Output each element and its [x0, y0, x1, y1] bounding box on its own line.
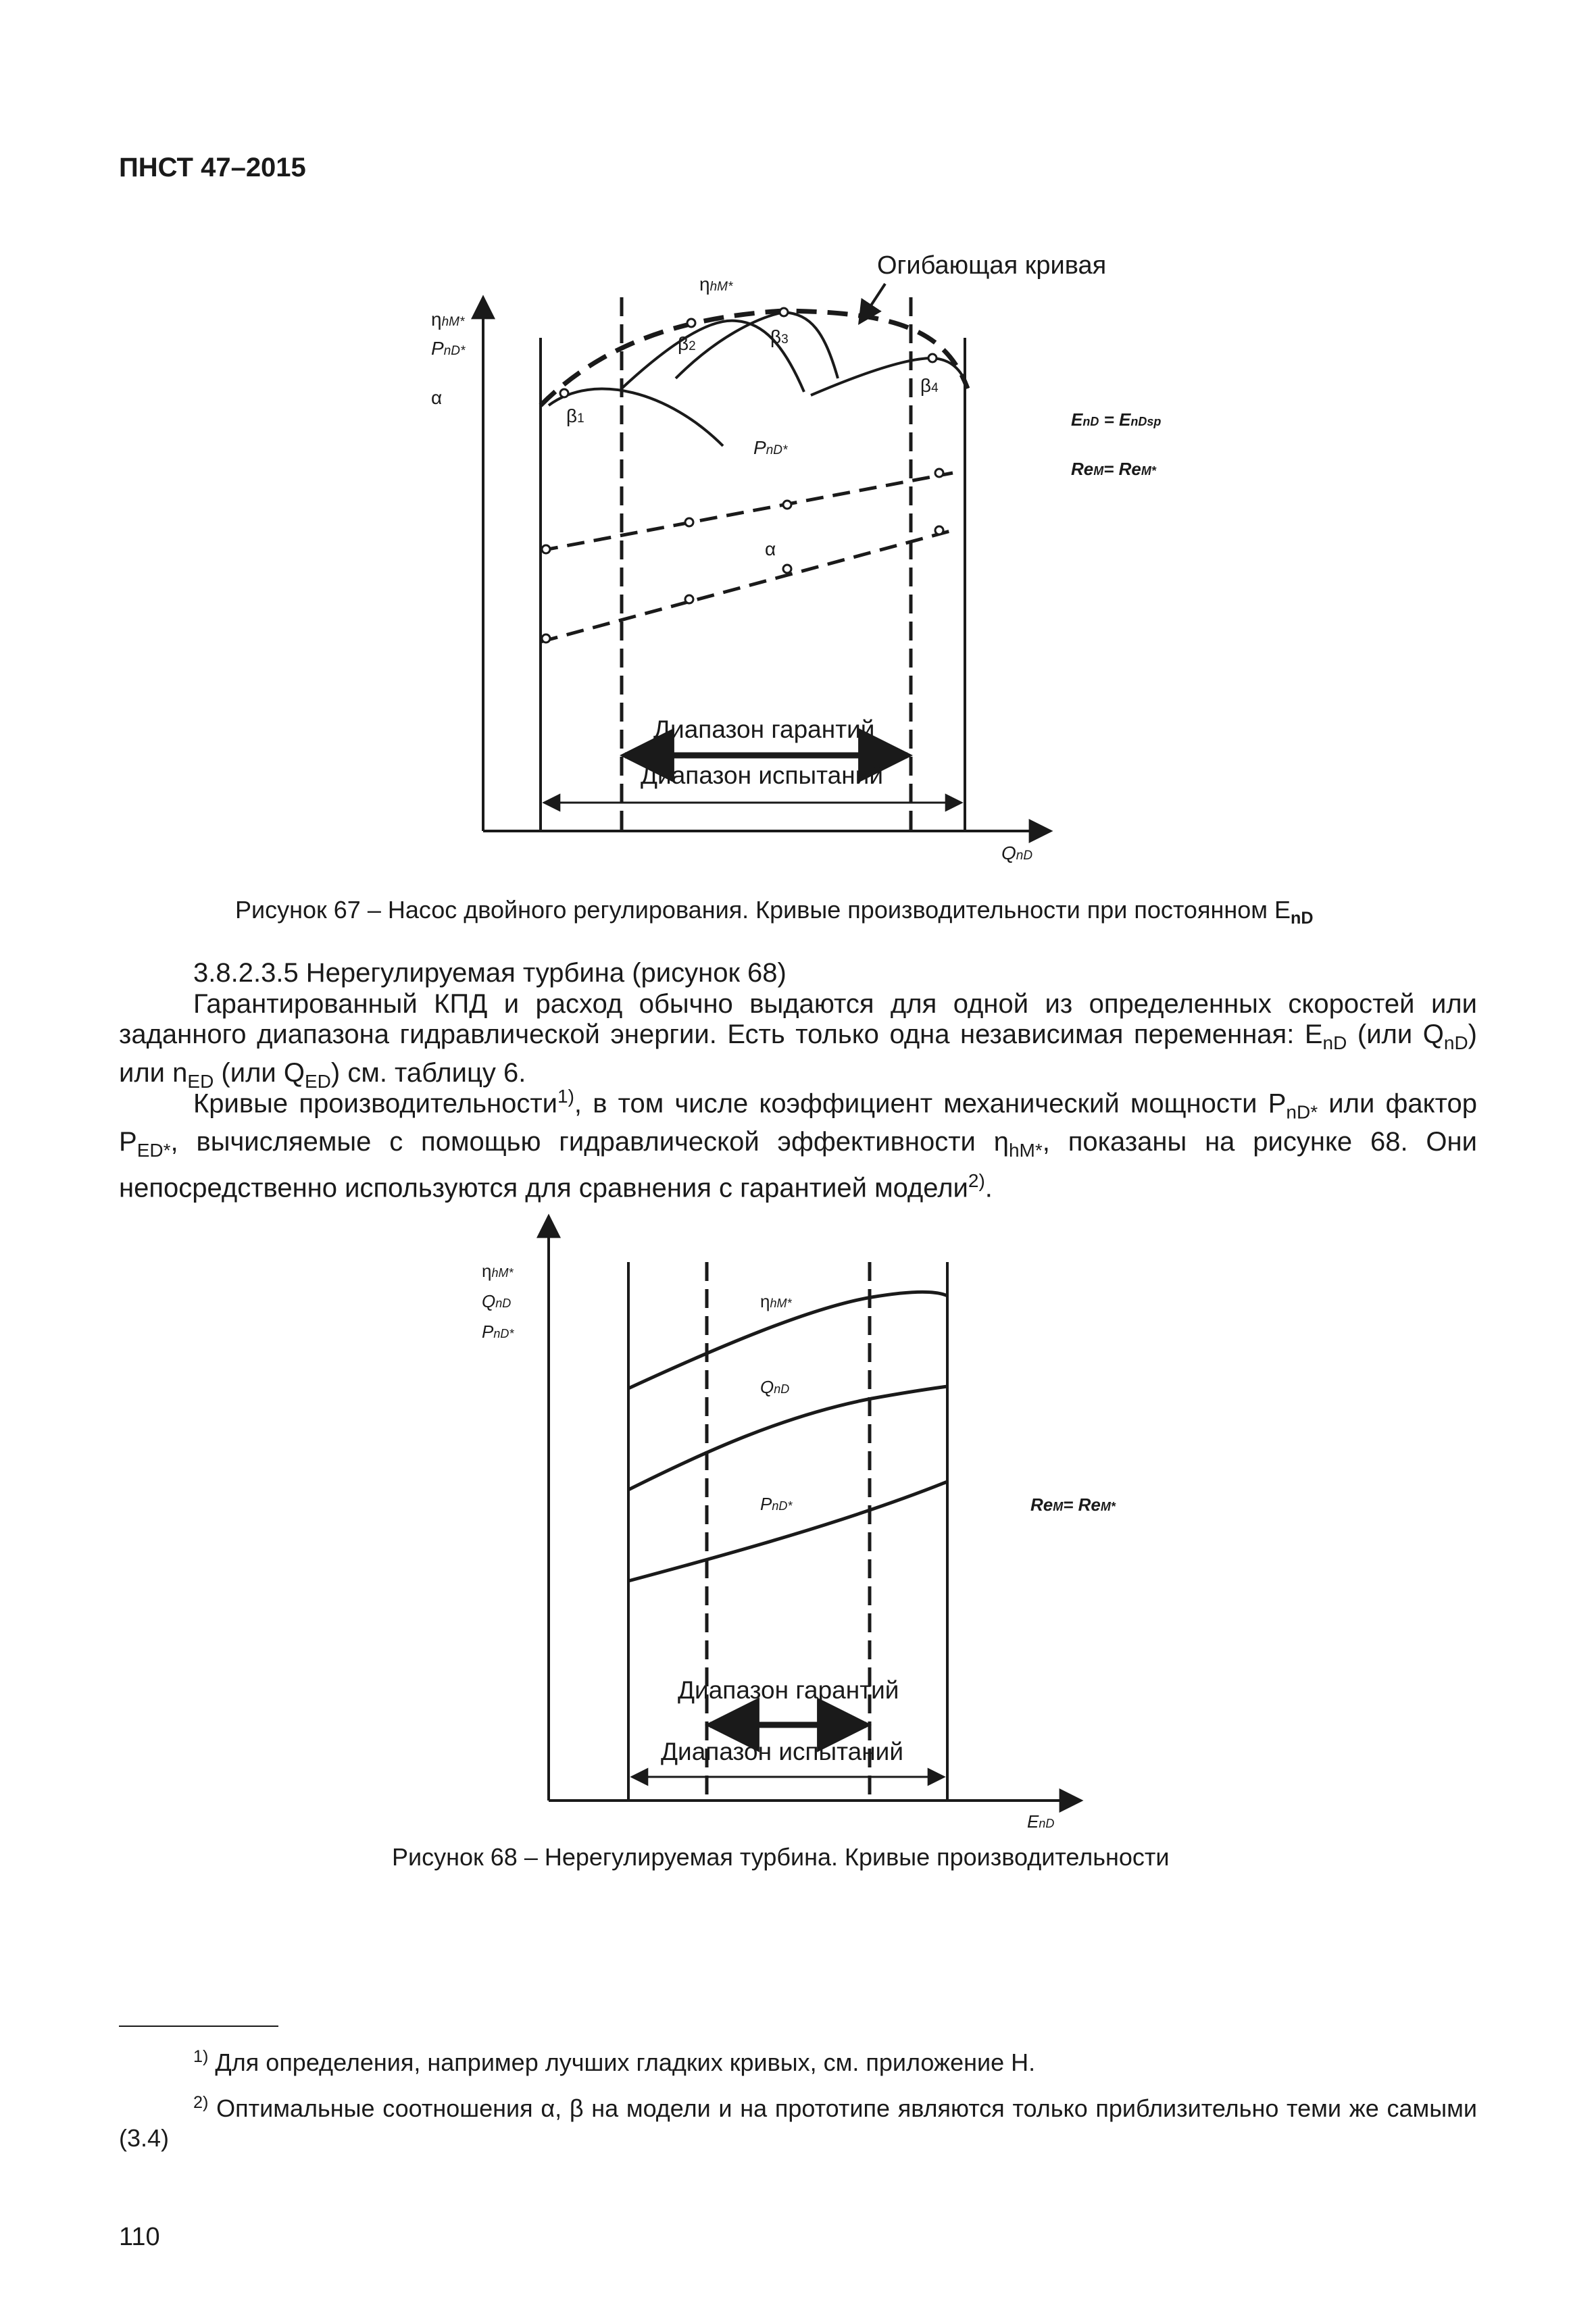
paragraph-1: Гарантированный КПД и расход обычно выдаются для одной из определенных скоростей или заданного диапазона гидравлической энергии. Есть только одна независимая переменная: $E_{nD}$ (или $Q_{nD}$) или $n_{ED}$ (или $Q_{ED}$) см. таблицу 6. — [119, 989, 1477, 1092]
fig68-range-guarantee: Диапазон гарантий — [678, 1676, 899, 1704]
fig68-p-label: PnD* — [760, 1494, 793, 1514]
figure-68-caption: Рисунок 68 – Нерегулируемая турбина. Кривые производительности — [392, 1843, 1170, 1871]
fig68-y-label: ηhM* QnD PnD* — [482, 1261, 514, 1342]
section-heading: 3.8.2.3.5 Нерегулируемая турбина (рисунок 68) — [193, 958, 787, 988]
fig67-range-guarantee: Диапазон гарантий — [653, 715, 875, 743]
fig67-beta3-label: β3 — [770, 326, 789, 347]
fig67-alpha-label: α — [765, 538, 776, 559]
fig67-cond2: ReM= ReM* — [1071, 459, 1156, 479]
fig68-x-label: EnD — [1027, 1811, 1055, 1832]
fig67-x-label: QnD — [1001, 842, 1033, 863]
fig67-cond1: EnD = EnDsp — [1071, 409, 1162, 430]
fig67-beta4-label: β4 — [920, 375, 939, 396]
fig68-q-curve — [628, 1386, 947, 1490]
fig67-y-label: ηhM* PnD* α — [431, 309, 466, 408]
footnote-divider — [119, 2026, 278, 2027]
fig68-cond: ReM= ReM* — [1030, 1494, 1116, 1515]
fig67-p-label: PnD* — [753, 437, 788, 458]
fig68-p-curve — [628, 1482, 947, 1581]
fig67-beta1-label: β1 — [566, 405, 584, 426]
page-number: 110 — [119, 2223, 160, 2251]
fig68-q-label: QnD — [760, 1377, 790, 1397]
document-header: ПНСТ 47–2015 — [119, 153, 306, 182]
fig68-eta-label: ηhM* — [760, 1291, 792, 1311]
paragraph-2: Кривые производительности$^{1)}$, в том числе коэффициент механический мощности $P_{nD*}$ или фактор $P_{ED*}$, вычисляемые с помощью гидравлической эффективности $\eta_{hM*}$, показаны на рисунке 68. Они непосредственно используются для сравнения с гарантией модели$^{2)}$. — [119, 1086, 1477, 1203]
fig67-beta2-label: β2 — [678, 333, 696, 354]
figure-67-caption: Рисунок 67 – Насос двойного регулирования. Кривые производительности при постоянном $E_{nD}$ — [235, 896, 1314, 928]
fig68-range-test: Диапазон испытаний — [661, 1738, 904, 1765]
fig67-envelope-label: Огибающая кривая — [877, 251, 1107, 280]
footnote-1: $^{1)}$ Для определения, например лучших гладких кривых, см. приложение Н. — [193, 2047, 1036, 2076]
fig67-range-test: Диапазон испытаний — [641, 761, 884, 789]
fig67-eta-label: ηhM* — [699, 274, 733, 295]
footnote-2: $^{2)}$ Оптимальные соотношения α, β на модели и на прототипе являются только приблизительно теми же самыми (3.4) — [119, 2093, 1477, 2152]
